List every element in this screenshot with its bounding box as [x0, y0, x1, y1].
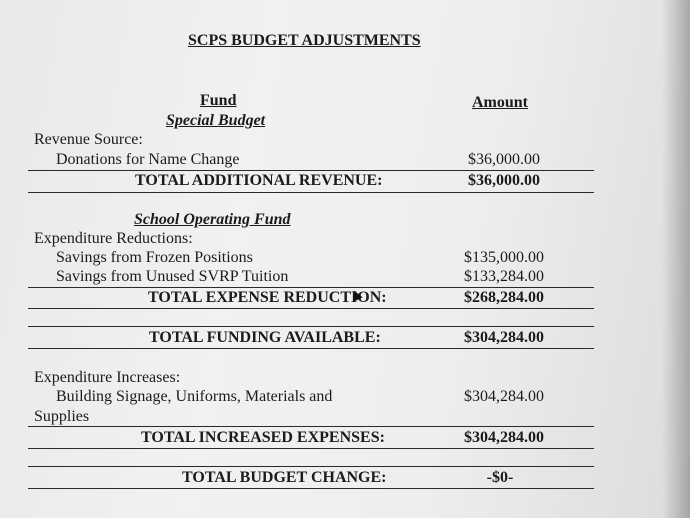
line-item-amount: $133,284.00 — [464, 268, 544, 285]
line-item-label: Donations for Name Change — [56, 151, 240, 168]
divider — [28, 308, 594, 309]
header-amount: Amount — [472, 94, 529, 111]
document-title: SCPS BUDGET ADJUSTMENTS — [188, 32, 421, 49]
total-label: TOTAL EXPENSE REDUCTION: — [148, 289, 387, 306]
total-budget-change-label: TOTAL BUDGET CHANGE: — [182, 469, 387, 486]
divider — [28, 466, 594, 467]
divider — [28, 348, 594, 349]
expenditure-increases-label: Expenditure Increases: — [34, 369, 181, 386]
header-fund: Fund — [200, 92, 237, 109]
divider — [28, 287, 594, 288]
total-amount: $36,000.00 — [468, 172, 540, 189]
total-amount: $268,284.00 — [464, 289, 544, 306]
divider — [28, 448, 594, 449]
line-item-label: Savings from Unused SVRP Tuition — [56, 268, 289, 285]
line-item-label: Savings from Frozen Positions — [56, 249, 253, 266]
divider — [28, 170, 594, 171]
section-special-budget: Special Budget — [166, 112, 266, 129]
line-item-amount: $135,000.00 — [464, 249, 544, 266]
total-budget-change-amount: -$0- — [486, 469, 514, 486]
divider — [28, 192, 594, 193]
expenditure-reductions-label: Expenditure Reductions: — [34, 230, 193, 247]
line-item-amount: $36,000.00 — [468, 151, 540, 168]
total-label: TOTAL INCREASED EXPENSES: — [141, 429, 385, 446]
line-item-amount: $304,284.00 — [464, 388, 544, 405]
divider — [28, 326, 594, 327]
divider — [28, 426, 594, 427]
divider — [28, 488, 594, 489]
total-label: TOTAL ADDITIONAL REVENUE: — [135, 172, 383, 189]
line-item-label-continued: Supplies — [34, 408, 90, 425]
total-funding-amount: $304,284.00 — [464, 329, 544, 346]
line-item-label: Building Signage, Uniforms, Materials and — [56, 388, 333, 405]
total-funding-label: TOTAL FUNDING AVAILABLE: — [149, 329, 381, 346]
revenue-source-label: Revenue Source: — [34, 131, 143, 148]
section-school-operating-fund: School Operating Fund — [134, 211, 291, 228]
total-amount: $304,284.00 — [464, 429, 544, 446]
